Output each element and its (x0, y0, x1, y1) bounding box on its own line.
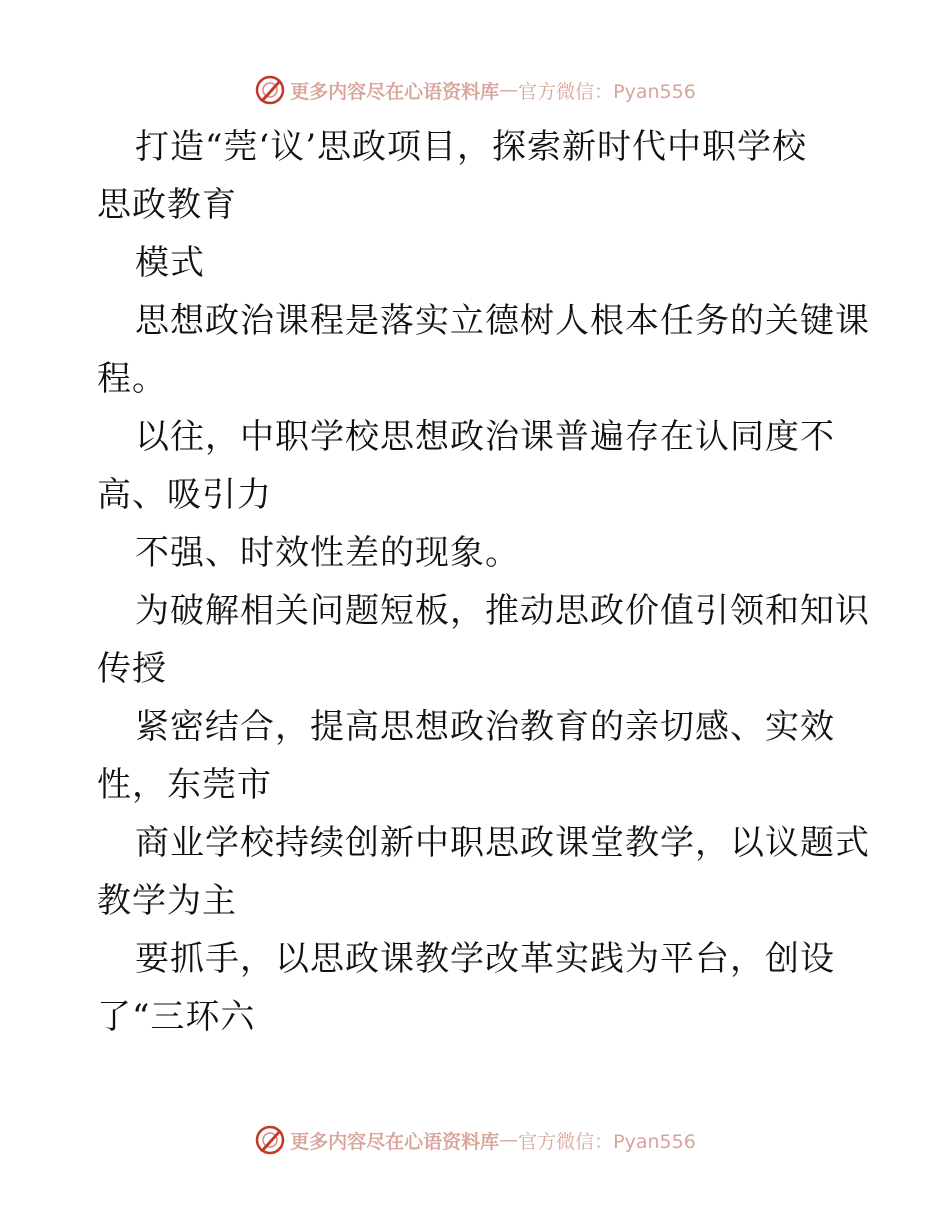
body-line: 为破解相关问题短板，推动思政价值引领和知识 (135, 591, 870, 631)
document-body (97, 118, 870, 1046)
body-line: 以往，中职学校思想政治课普遍存在认同度不 (135, 417, 835, 457)
body-line: 性，东莞市 (97, 765, 272, 805)
body-line: 教学为主 (97, 881, 237, 921)
body-line: 了“三环六 (97, 997, 256, 1037)
header-watermark (0, 70, 950, 110)
footer-banner-contact: 官方微信：Pyan556 (518, 1130, 696, 1153)
header-banner-dash: — (499, 79, 519, 101)
header-banner-contact: 官方微信：Pyan556 (518, 80, 696, 103)
body-line: 要抓手，以思政课教学改革实践为平台，创设 (135, 939, 835, 979)
body-line: 模式 (135, 243, 205, 283)
body-line: 程。 (97, 359, 167, 399)
body-line: 紧密结合，提高思想政治教育的亲切感、实效 (135, 707, 835, 747)
quill-logo-icon (254, 74, 286, 106)
footer-banner-dash: — (499, 1129, 519, 1151)
quill-logo-icon (254, 1124, 286, 1156)
footer-watermark (0, 1120, 950, 1160)
body-line: 不强、时效性差的现象。 (135, 533, 520, 573)
body-line: 高、吸引力 (97, 475, 272, 515)
body-line: 传授 (97, 649, 167, 689)
body-line: 思想政治课程是落实立德树人根本任务的关键课 (135, 301, 870, 341)
body-line: 商业学校持续创新中职思政课堂教学，以议题式 (135, 823, 870, 863)
footer-banner-text: 更多内容尽在心语资料库 (290, 1130, 500, 1153)
body-line: 思政教育 (97, 185, 237, 225)
header-banner-text: 更多内容尽在心语资料库 (290, 80, 500, 103)
body-line: 打造“莞‘议’思政项目，探索新时代中职学校 (135, 127, 807, 167)
